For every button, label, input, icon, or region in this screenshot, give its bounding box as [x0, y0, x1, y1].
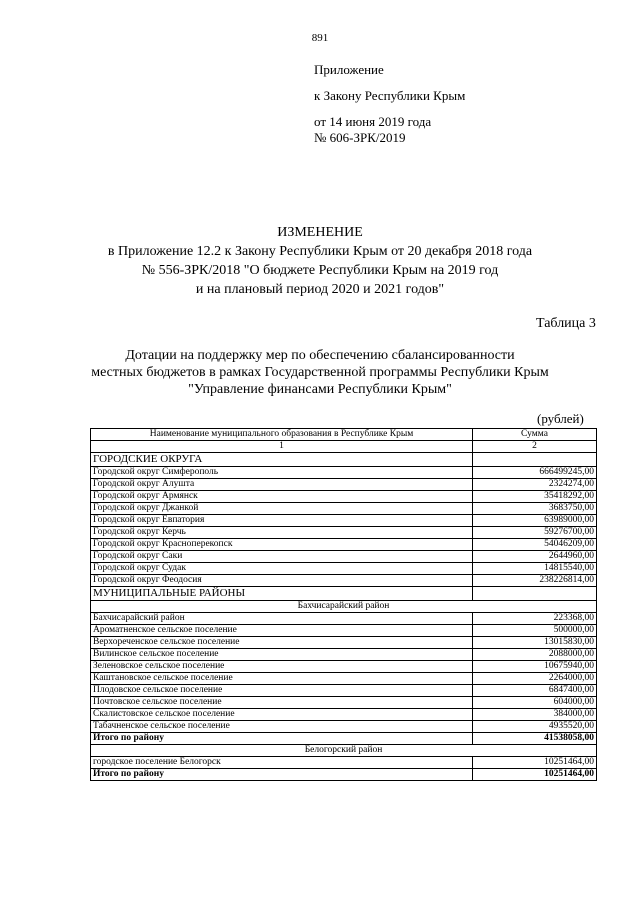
- table-row: [91, 575, 597, 587]
- row-sum: 3683750,00: [473, 503, 597, 515]
- row-sum: 10251464,00: [473, 757, 597, 769]
- column-number-1: 1: [91, 441, 473, 453]
- row-name: Городской округ Феодосия: [91, 575, 473, 587]
- row-name: Городской округ Джанкой: [91, 503, 473, 515]
- subtitle-line-1: Дотации на поддержку мер по обеспечению сбалансированности: [125, 348, 515, 363]
- appendix-line-3: от 14 июня 2019 года: [314, 114, 432, 129]
- row-name: Верхореченское сельское поселение: [91, 637, 473, 649]
- row-name: Городской округ Судак: [91, 563, 473, 575]
- subtitle-line-3: "Управление финансами Республики Крым": [188, 382, 452, 397]
- row-sum: 238226814,00: [473, 575, 597, 587]
- appendix-line-1: Приложение: [314, 62, 384, 77]
- row-name: Бахчисарайский район: [91, 613, 473, 625]
- row-sum: 2264000,00: [473, 673, 597, 685]
- table-header-row: [91, 429, 597, 441]
- appendix-line-4: № 606-ЗРК/2019: [314, 130, 406, 145]
- row-name: Плодовское сельское поселение: [91, 685, 473, 697]
- table-row: [91, 467, 597, 479]
- row-sum: 2088000,00: [473, 649, 597, 661]
- row-name: городское поселение Белогорск: [91, 757, 473, 769]
- table-row: [91, 551, 597, 563]
- urban-rows: [91, 467, 597, 587]
- row-sum: 500000,00: [473, 625, 597, 637]
- row-sum: 6847400,00: [473, 685, 597, 697]
- district-header-bakhchisaray: [91, 601, 597, 613]
- row-sum: 14815540,00: [473, 563, 597, 575]
- table-row: [91, 515, 597, 527]
- row-sum: 54046209,00: [473, 539, 597, 551]
- total-label: Итого по району: [91, 733, 473, 745]
- row-sum: 13015830,00: [473, 637, 597, 649]
- row-sum: 59276700,00: [473, 527, 597, 539]
- title-line-3: № 556-ЗРК/2018 "О бюджете Республики Крым на 2019 год: [141, 263, 499, 278]
- subsidies-table: [90, 428, 597, 781]
- table-row: [91, 685, 597, 697]
- row-name: Зеленовское сельское поселение: [91, 661, 473, 673]
- table-row: [91, 613, 597, 625]
- row-name: Табачненское сельское поселение: [91, 721, 473, 733]
- urban-section-label: ГОРОДСКИЕ ОКРУГА: [91, 453, 473, 467]
- table-row: [91, 479, 597, 491]
- row-name: Скалистовское сельское поселение: [91, 709, 473, 721]
- total-value: 10251464,00: [473, 769, 597, 781]
- table-row: [91, 697, 597, 709]
- row-sum: 384000,00: [473, 709, 597, 721]
- column-number-2: 2: [473, 441, 597, 453]
- table-row: [91, 637, 597, 649]
- district-name: Белогорский район: [91, 745, 597, 757]
- row-sum: 10675940,00: [473, 661, 597, 673]
- row-sum: 63989000,00: [473, 515, 597, 527]
- row-sum: 35418292,00: [473, 491, 597, 503]
- page-number: 891: [311, 32, 329, 44]
- row-name: Городской округ Керчь: [91, 527, 473, 539]
- table-row: [91, 503, 597, 515]
- row-sum: 4935520,00: [473, 721, 597, 733]
- table-row: [91, 527, 597, 539]
- row-sum: 666499245,00: [473, 467, 597, 479]
- row-sum: 2644960,00: [473, 551, 597, 563]
- column-numbers-row: [91, 441, 597, 453]
- row-name: Почтовское сельское поселение: [91, 697, 473, 709]
- district-section-row: [91, 587, 597, 601]
- appendix-line-2: к Закону Республики Крым: [314, 88, 466, 103]
- title-line-4: и на плановый период 2020 и 2021 годов": [195, 282, 445, 297]
- table-row: [91, 757, 597, 769]
- table-row: [91, 649, 597, 661]
- table-row: [91, 673, 597, 685]
- header-sum: Сумма: [473, 429, 597, 441]
- row-sum: 604000,00: [473, 697, 597, 709]
- title-line-2: в Приложение 12.2 к Закону Республики Крым от 20 декабря 2018 года: [107, 244, 533, 259]
- row-name: Городской округ Красноперекопск: [91, 539, 473, 551]
- row-name: Вилинское сельское поселение: [91, 649, 473, 661]
- row-sum: 223368,00: [473, 613, 597, 625]
- row-name: Городской округ Армянск: [91, 491, 473, 503]
- table-row: [91, 563, 597, 575]
- district-header-belogorsk: [91, 745, 597, 757]
- total-label: Итого по району: [91, 769, 473, 781]
- bakhchisaray-rows: [91, 613, 597, 733]
- header-name: Наименование муниципального образования в Республике Крым: [91, 429, 473, 441]
- table-row: [91, 709, 597, 721]
- table-row: [91, 491, 597, 503]
- currency-unit: (рублей): [537, 411, 584, 426]
- belogorsk-rows: [91, 757, 597, 769]
- table-row: [91, 721, 597, 733]
- district-section-label: МУНИЦИПАЛЬНЫЕ РАЙОНЫ: [91, 587, 473, 601]
- subtitle-line-2: местных бюджетов в рамках Государственной программы Республики Крым: [91, 365, 549, 380]
- district-total-row: [91, 769, 597, 781]
- row-sum: 2324274,00: [473, 479, 597, 491]
- urban-section-row: [91, 453, 597, 467]
- row-name: Городской округ Евпатория: [91, 515, 473, 527]
- document-title: ИЗМЕНЕНИЕ: [277, 225, 363, 240]
- table-label: Таблица 3: [536, 316, 596, 331]
- row-name: Городской округ Алушта: [91, 479, 473, 491]
- row-name: Городской округ Саки: [91, 551, 473, 563]
- row-name: Городской округ Симферополь: [91, 467, 473, 479]
- total-value: 41538058,00: [473, 733, 597, 745]
- row-name: Каштановское сельское поселение: [91, 673, 473, 685]
- table-row: [91, 661, 597, 673]
- table-row: [91, 625, 597, 637]
- district-total-row: [91, 733, 597, 745]
- table-row: [91, 539, 597, 551]
- district-name: Бахчисарайский район: [91, 601, 597, 613]
- row-name: Ароматненское сельское поселение: [91, 625, 473, 637]
